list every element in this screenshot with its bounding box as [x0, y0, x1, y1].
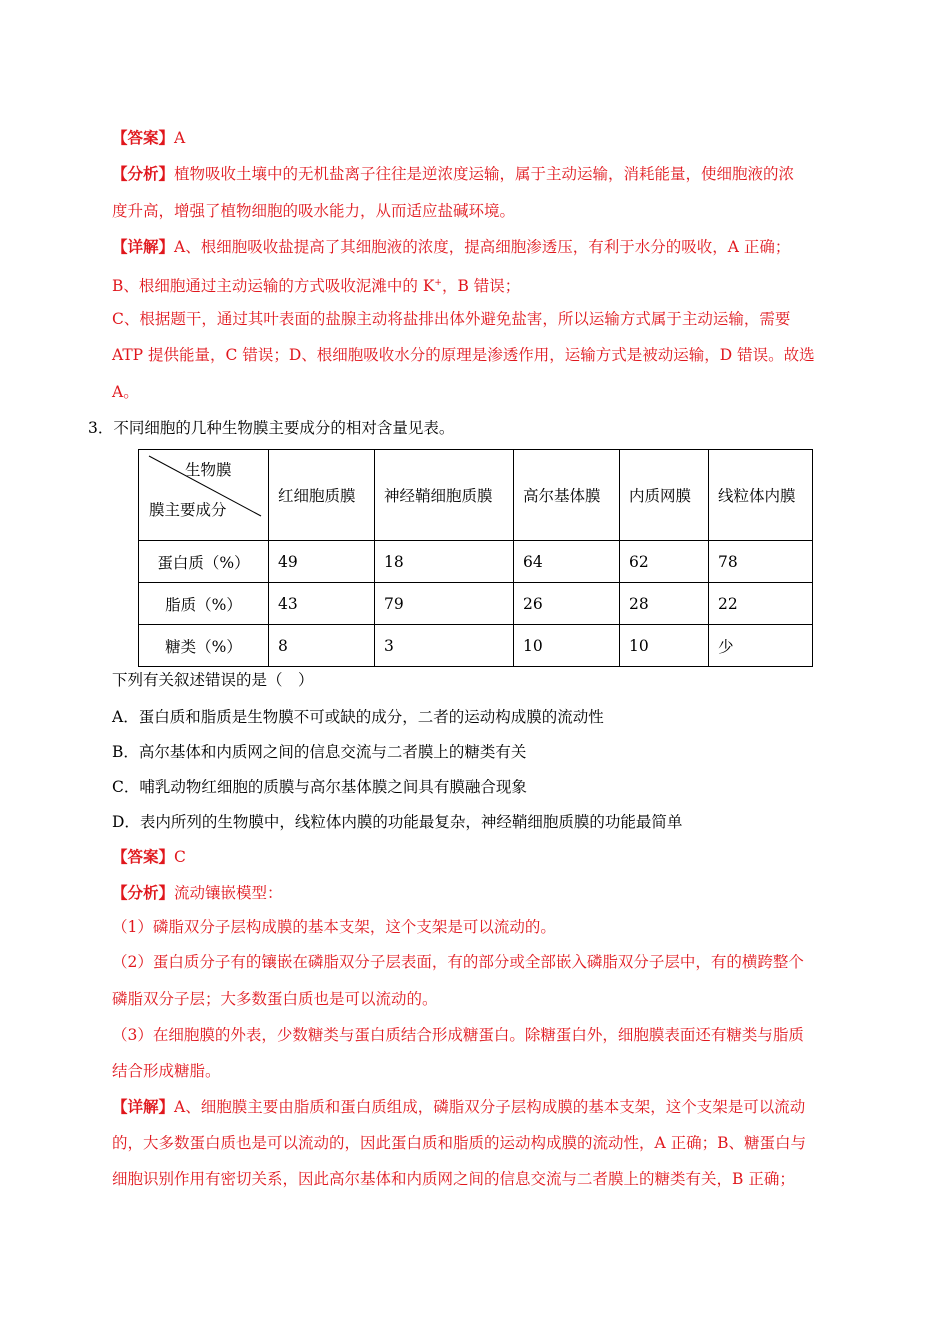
detail-line-1	[112, 237, 790, 257]
table-cell: 3	[375, 625, 514, 667]
detail-line-3b: 细胞识别作用有密切关系，因此高尔基体和内质网之间的信息交流与二者膜上的糖类有关，B 正确；	[112, 1170, 795, 1188]
column-header: 红细胞质膜	[269, 450, 375, 541]
analysis-line-1	[112, 164, 794, 184]
question-number: 3．	[88, 419, 114, 437]
option-c: C．哺乳动物红细胞的质膜与高尔基体膜之间具有膜融合现象	[112, 778, 527, 796]
table-header-row	[139, 450, 813, 541]
option-b: B．高尔基体和内质网之间的信息交流与二者膜上的糖类有关	[112, 743, 527, 761]
detail-line-4: ATP 提供能量，C 错误；D、根细胞吸收水分的原理是渗透作用，运输方式是被动运输，D 错误。故选	[112, 346, 815, 364]
analysis-tag: 【分析】	[112, 164, 175, 183]
table-cell: 62	[620, 541, 709, 583]
answer-line-1	[112, 128, 185, 148]
detail-line-2-post: ，B 错误；	[441, 277, 521, 296]
detail-line-5: A。	[112, 383, 139, 401]
answer-tag: 【答案】	[112, 847, 175, 866]
table-row	[139, 541, 813, 583]
analysis-point-2-cont: 磷脂双分子层；大多数蛋白质也是可以流动的。	[112, 990, 438, 1008]
answer-value: A	[174, 129, 186, 147]
column-header: 线粒体内膜	[709, 450, 813, 541]
option-d: D．表内所列的生物膜中，线粒体内膜的功能最复杂，神经鞘细胞质膜的功能最简单	[112, 813, 683, 831]
analysis-point-2: （2）蛋白质分子有的镶嵌在磷脂双分子层表面，有的部分或全部嵌入磷脂双分子层中，有的横跨整个	[112, 953, 804, 971]
table-row	[139, 583, 813, 625]
table-cell: 28	[620, 583, 709, 625]
question-stem-text: 不同细胞的几种生物膜主要成分的相对含量见表。	[113, 419, 455, 437]
question-prompt: 下列有关叙述错误的是（ ）	[112, 671, 314, 689]
row-header: 蛋白质（%）	[139, 541, 269, 583]
table-corner-cell	[139, 450, 269, 541]
table-row	[139, 625, 813, 667]
table-cell: 78	[709, 541, 813, 583]
table-cell: 8	[269, 625, 375, 667]
answer-tag: 【答案】	[112, 128, 175, 147]
analysis-point-3-cont: 结合形成糖脂。	[112, 1062, 221, 1080]
detail-text: A、细胞膜主要由脂质和蛋白质组成，磷脂双分子层构成膜的基本支架，这个支架是可以流动	[174, 1098, 806, 1116]
detail-tag: 【详解】	[112, 237, 175, 256]
detail-line-1b	[112, 1097, 805, 1117]
column-header: 神经鞘细胞质膜	[375, 450, 514, 541]
table-cell: 10	[620, 625, 709, 667]
analysis-point-3: （3）在细胞膜的外表，少数糖类与蛋白质结合形成糖蛋白。除糖蛋白外，细胞膜表面还有糖类与脂质	[112, 1026, 804, 1044]
detail-tag: 【详解】	[112, 1097, 175, 1116]
row-header: 脂质（%）	[139, 583, 269, 625]
table-cell: 10	[514, 625, 620, 667]
table-cell: 18	[375, 541, 514, 583]
table-cell: 64	[514, 541, 620, 583]
membrane-table	[138, 449, 813, 667]
row-header: 糖类（%）	[139, 625, 269, 667]
detail-line-2-pre: B、根细胞通过主动运输的方式吸收泥滩中的 K	[112, 277, 435, 296]
table-cell: 43	[269, 583, 375, 625]
detail-text: A、根细胞吸收盐提高了其细胞液的浓度，提高细胞渗透压，有利于水分的吸收，A 正确；	[174, 238, 791, 256]
analysis-tag: 【分析】	[112, 883, 175, 902]
table-cell: 49	[269, 541, 375, 583]
column-header: 内质网膜	[620, 450, 709, 541]
analysis-point-1: （1）磷脂双分子层构成膜的基本支架，这个支架是可以流动的。	[112, 918, 556, 936]
analysis-heading	[112, 883, 283, 903]
detail-line-2	[112, 273, 520, 296]
detail-line-3: C、根据题干，通过其叶表面的盐腺主动将盐排出体外避免盐害，所以运输方式属于主动运输，需要	[112, 310, 791, 328]
analysis-text: 流动镶嵌模型：	[174, 884, 283, 902]
table-cell: 79	[375, 583, 514, 625]
analysis-text: 植物吸收土壤中的无机盐离子往往是逆浓度运输，属于主动运输，消耗能量，使细胞液的浓	[174, 165, 795, 183]
answer-line-2	[112, 847, 186, 867]
analysis-line-2: 度升高，增强了植物细胞的吸水能力，从而适应盐碱环境。	[112, 202, 516, 220]
table-cell: 22	[709, 583, 813, 625]
table-cell: 26	[514, 583, 620, 625]
table-cell: 少	[709, 625, 813, 667]
option-a: A．蛋白质和脂质是生物膜不可或缺的成分，二者的运动构成膜的流动性	[112, 708, 604, 726]
corner-bottom-label: 膜主要成分	[149, 501, 227, 519]
k-superscript: +	[434, 278, 442, 288]
column-header: 高尔基体膜	[514, 450, 620, 541]
question-3-stem	[88, 418, 454, 438]
detail-line-2b: 的，大多数蛋白质也是可以流动的，因此蛋白质和脂质的运动构成膜的流动性，A 正确；B、糖蛋白与	[112, 1134, 807, 1152]
answer-value: C	[174, 848, 186, 866]
corner-top-label: 生物膜	[185, 461, 232, 479]
